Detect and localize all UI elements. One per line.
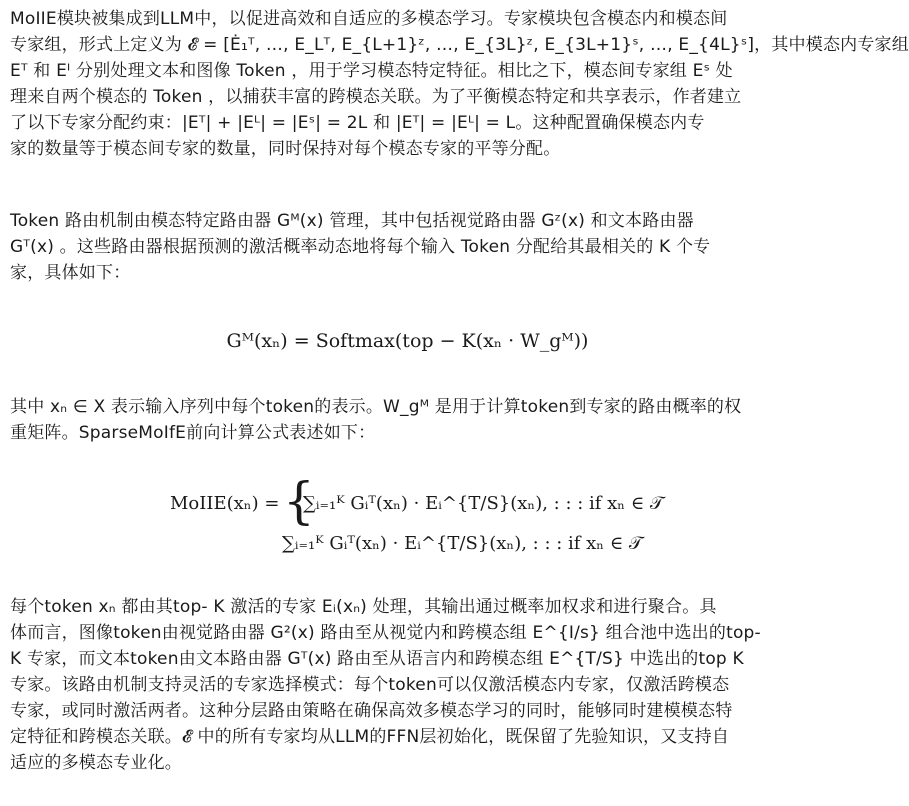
text-line: 专家，或同时激活两者。这种分层路由策略在确保高效多模态学习的同时，能够同时建模模态特 — [10, 701, 733, 721]
left-brace: { — [283, 472, 315, 530]
text-line: 定特征和跨模态关联。𝓔 中的所有专家均从LLM的FFN层初始化，既保留了先验知识，又支持自 — [10, 727, 730, 747]
moiie-piecewise-formula — [170, 472, 730, 562]
paragraph-expert-aggregation — [10, 594, 805, 776]
text-line: 专家。该路由机制支持灵活的专家选择模式：每个token可以仅激活模态内专家，仅激活跨模态 — [10, 675, 730, 695]
text-line: 适应的多模态专业化。 — [10, 753, 182, 773]
text-line: Token 路由机制由模态特定路由器 Gᴹ(x) 管理，其中包括视觉路由器 Gᶻ(x) 和文本路由器 — [10, 211, 694, 231]
formula-case-row: ∑ᵢ₌₁ᴷ Gᵢᵀ(xₙ) · Eᵢ^{T/S}(xₙ), : : : if xₙ ∈ 𝒯 — [303, 493, 664, 514]
text-line: K 专家，而文本token由文本路由器 Gᵀ(x) 路由至从语言内和跨模态组 E^{T/S} 中选出的top K — [10, 649, 744, 669]
text-line: Eᵀ 和 Eᴵ 分别处理文本和图像 Token ，用于学习模态特定特征。相比之下，模态间专家组 Eˢ 处 — [10, 61, 733, 81]
formula-case-row: ∑ᵢ₌₁ᴷ Gᵢᵀ(xₙ) · Eᵢ^{T/S}(xₙ), : : : if xₙ ∈ 𝒯 — [282, 533, 643, 554]
text-line: Gᵀ(x) 。这些路由器根据预测的激活概率动态地将每个输入 Token 分配给其最相关的 K 个专 — [10, 237, 711, 257]
text-line: 每个token xₙ 都由其top- K 激活的专家 Eᵢ(xₙ) 处理，其输出通过概率加权求和进行聚合。具 — [10, 597, 717, 617]
text-line: 其中 xₙ ∈ X 表示输入序列中每个token的表示。W_gᴹ 是用于计算token到专家的路由概率的权 — [10, 397, 742, 417]
text-line: MoIIE模块被集成到LLM中，以促进高效和自适应的多模态学习。专家模块包含模态内和模态间 — [10, 9, 728, 29]
routing-formula: Gᴹ(xₙ) = Softmax(top − K(xₙ · W_gᴹ)) — [226, 330, 589, 352]
text-line: 家的数量等于模态间专家的数量，同时保持对每个模态专家的平等分配。 — [10, 139, 561, 159]
text-line: 家，具体如下： — [10, 263, 131, 283]
text-line: 了以下专家分配约束：|Eᵀ| + |Eᴸ| = |Eˢ| = 2L 和 |Eᵀ| = |Eᴸ| = L。这种配置确保模态内专 — [10, 113, 705, 133]
text-line: 体而言，图像token由视觉路由器 G²(x) 路由至从视觉内和跨模态组 E^{I/s} 组合池中选出的top- — [10, 623, 761, 643]
text-line: 理来自两个模态的 Token ，以捕获丰富的跨模态关联。为了平衡模态特定和共享表示，作者建立 — [10, 87, 742, 107]
paragraph-weight-matrix — [10, 394, 805, 446]
formula-lhs: MoIIE(xₙ) = — [170, 493, 280, 514]
paragraph-token-routing — [10, 208, 805, 286]
text-line: 重矩阵。SparseMoIfE前向计算公式表述如下： — [10, 423, 376, 443]
text-line: 专家组，形式上定义为 𝓔 = [Ė₁ᵀ, …, E_Lᵀ, E_{L+1}ᶻ, …, E_{3L}ᶻ, E_{3L+1}ˢ, …, E_{4L}ˢ]，其中模态内专家组 — [10, 35, 909, 55]
paragraph-moiie-overview — [10, 6, 909, 162]
